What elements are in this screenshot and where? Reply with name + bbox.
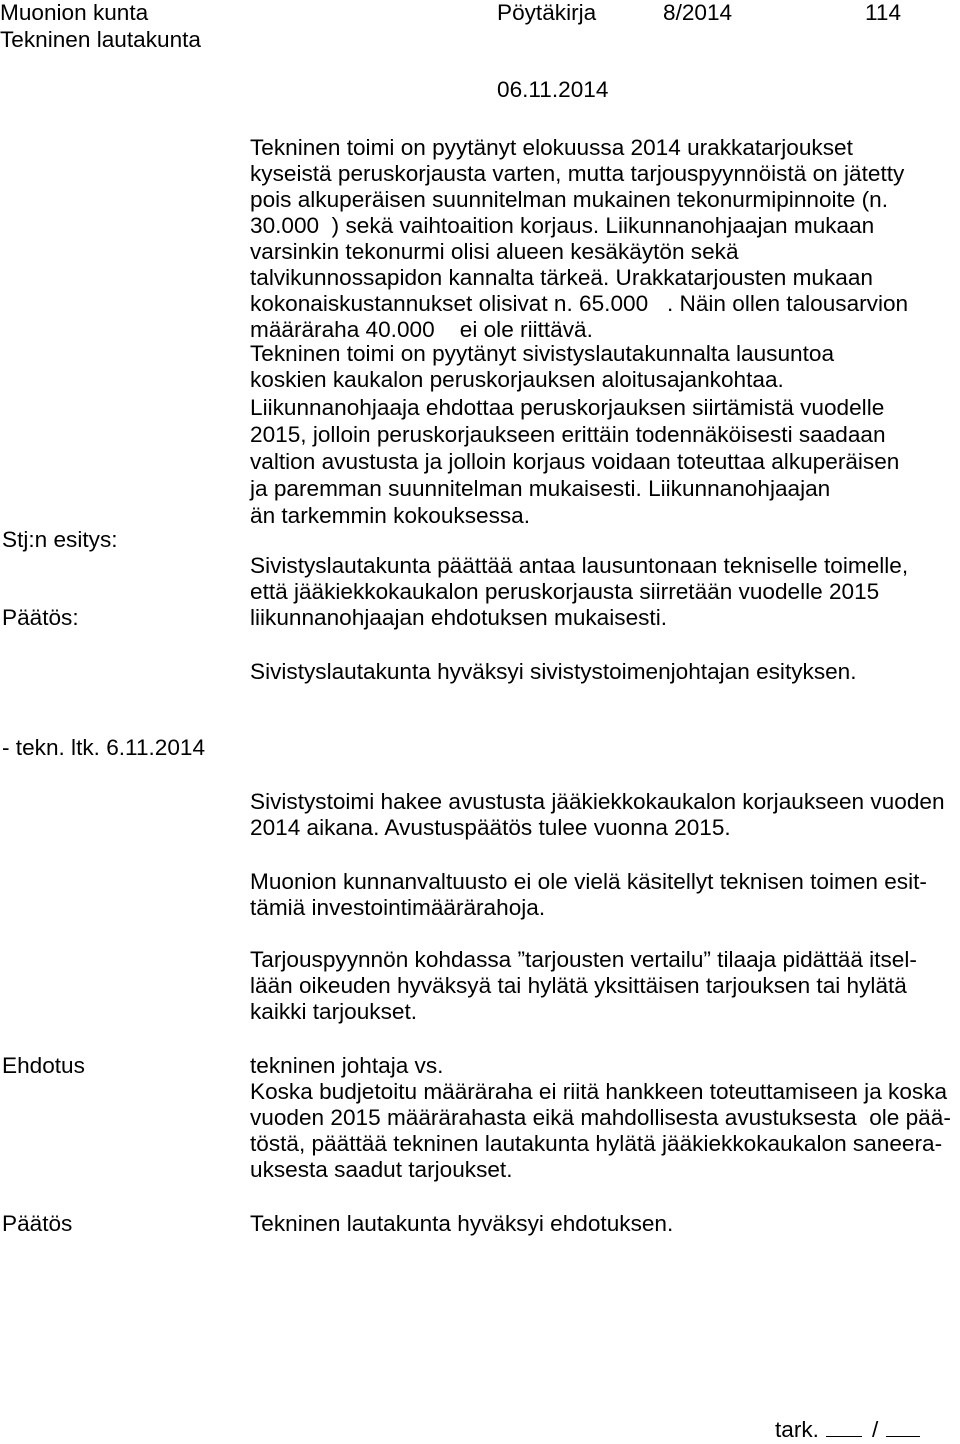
paragraph-line: Koska budjetoitu määräraha ei riitä hankkeen toteuttamiseen ja koska [250,1079,948,1104]
ehdotus-paragraph [250,1053,951,1183]
paragraph-line: 2015, jolloin peruskorjaukseen erittäin todennäköisesti saadaan [250,422,886,447]
paragraph-line: lään oikeuden hyväksyä tai hylätä yksittäisen tarjouksen tai hylätä [250,973,907,998]
paragraph-line: 2014 aikana. Avustuspäätös tulee vuonna 2015. [250,815,731,840]
stj-decision-label: Päätös: [2,605,79,630]
paragraph-line: 30.000 ) sekä vaihtoaition korjaus. Liikunnanohjaajan mukaan [250,213,875,238]
decision-label: Päätös [2,1211,73,1236]
request-paragraph [250,341,834,393]
paragraph-line: Tekninen toimi on pyytänyt elokuussa 2014 urakkatarjoukset [250,135,853,160]
background-paragraph [250,135,908,343]
reference-label: - tekn. ltk. 6.11.2014 [2,735,206,760]
paragraph-line: että jääkiekkokaukalon peruskorjausta siirretään vuodelle 2015 [250,579,880,604]
paragraph-line: ja paremman suunnitelman mukaisesti. Liikunnanohjaajan [250,476,831,501]
paragraph-line: varsinkin tekonurmi olisi alueen kesäkäytön sekä [250,239,739,264]
paragraph-line: Liikunnanohjaaja ehdottaa peruskorjauksen siirtämistä vuodelle [250,395,885,420]
paragraph-line: kyseistä peruskorjausta varten, mutta tarjouspyynnöistä on jätetty [250,161,905,186]
paragraph-line: pois alkuperäisen suunnitelman mukainen tekonurmipinnoite (n. [250,187,889,212]
stj-proposal-paragraph [250,553,908,631]
paragraph-line: koskien kaukalon peruskorjauksen aloitusajankohtaa. [250,367,784,392]
paragraph-line: tämiä investointimäärärahoja. [250,895,546,920]
footer-label: tark. [775,1417,819,1442]
paragraph-line: Sivistyslautakunta päättää antaa lausuntonaan tekniselle toimelle, [250,553,909,578]
paragraph-line: uksesta saadut tarjoukset. [250,1157,513,1182]
committee-name: Tekninen lautakunta [0,27,201,52]
paragraph-line: Muonion kunnanvaltuusto ei ole vielä käsitellyt teknisen toimen esit- [250,869,927,894]
council-paragraph [250,869,927,921]
initials-blank-2 [886,1436,920,1437]
stj-proposal-label: Stj:n esitys: [2,527,118,552]
document-type: Pöytäkirja [497,0,597,25]
paragraph-line: Tekninen toimi on pyytänyt sivistyslautakunnalta lausuntoa [250,341,835,366]
initials-blank-1 [826,1436,862,1437]
paragraph-line: määräraha 40.000 ei ole riittävä. [250,317,593,342]
paragraph-line: Sivistystoimi hakee avustusta jääkiekkokaukalon korjaukseen vuoden [250,789,945,814]
paragraph-line: tekninen johtaja vs. [250,1053,444,1078]
proposal-note-paragraph [250,394,899,529]
paragraph-line: talvikunnossapidon kannalta tärkeä. Urakkatarjousten mukaan [250,265,873,290]
paragraph-line: än tarkemmin kokouksessa. [250,503,531,528]
page-number: 114 [865,0,902,25]
tender-terms-paragraph [250,947,917,1025]
paragraph-line: töstä, päättää tekninen lautakunta hylätä jääkiekkokaukalon saneera- [250,1131,943,1156]
grant-paragraph [250,789,945,841]
paragraph-line: valtion avustusta ja jolloin korjaus voidaan toteuttaa alkuperäisen [250,449,900,474]
decision-text: Tekninen lautakunta hyväksyi ehdotuksen. [250,1211,674,1236]
paragraph-line: liikunnanohjaajan ehdotuksen mukaisesti. [250,605,668,630]
paragraph-line: vuoden 2015 määrärahasta eikä mahdollisesta avustuksesta ole pää- [250,1105,951,1130]
stj-decision-text: Sivistyslautakunta hyväksyi sivistystoimenjohtajan esityksen. [250,659,857,684]
organization-name: Muonion kunta [0,0,149,25]
footer-separator: / [871,1417,879,1442]
paragraph-line: kokonaiskustannukset olisivat n. 65.000 . Näin ollen talousarvion [250,291,909,316]
minutes-number: 8/2014 [663,0,733,25]
paragraph-line: Tarjouspyynnön kohdassa ”tarjousten vertailu” tilaaja pidättää itsel- [250,947,917,972]
paragraph-line: kaikki tarjoukset. [250,999,418,1024]
footer-initials [775,1417,920,1443]
ehdotus-label: Ehdotus [2,1053,85,1078]
meeting-date: 06.11.2014 [497,77,609,102]
